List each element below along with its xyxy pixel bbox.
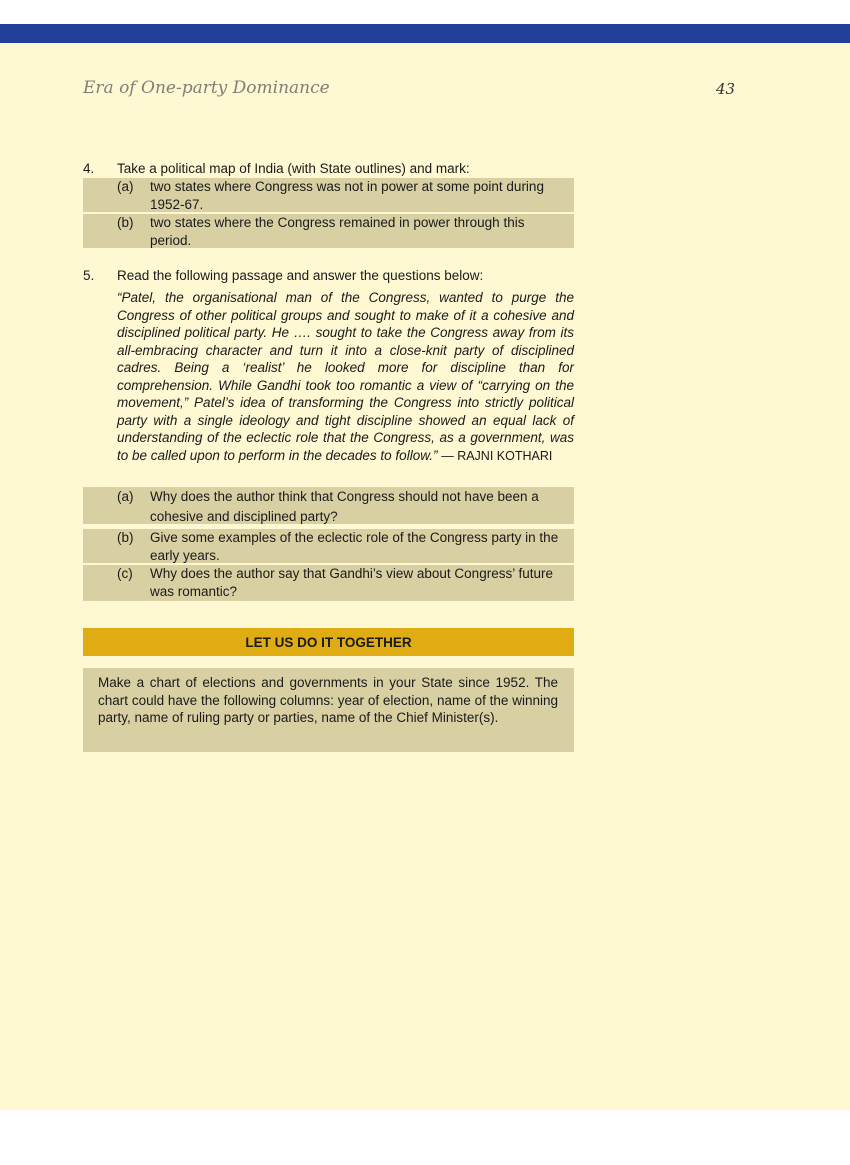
question-5-text: Read the following passage and answer the questions below: [117, 268, 484, 283]
option-text: Give some examples of the eclectic role of the Congress party in the early years. [150, 530, 559, 563]
option-label: (b) [117, 215, 134, 230]
activity-box [83, 668, 574, 752]
question-4-text: Take a political map of India (with State outlines) and mark: [117, 161, 470, 176]
activity-text: Make a chart of elections and governments in your State since 1952. The chart could have the following columns: year of election, name of the winning party, name of ruling party or parties, name of the Chief Minister(s). [98, 675, 558, 725]
quoted-passage [117, 289, 574, 465]
question-5-option-c [83, 565, 574, 601]
top-color-bar [0, 24, 850, 43]
option-text: Why does the author think that Congress should not have been a cohesive and disciplined party? [150, 489, 539, 524]
question-5-number: 5. [83, 268, 95, 283]
page-number: 43 [716, 80, 736, 98]
option-text: two states where the Congress remained in power through this period. [150, 215, 525, 248]
option-text: two states where Congress was not in power at some point during 1952-67. [150, 179, 544, 212]
option-label: (b) [117, 530, 134, 545]
activity-heading: LET US DO IT TOGETHER [83, 628, 574, 656]
option-label: (c) [117, 566, 133, 581]
question-5-option-b [83, 529, 574, 563]
passage-author: — RAJNI KOTHARI [441, 448, 553, 463]
page-bottom-margin [0, 1110, 850, 1165]
question-5-option-a [83, 487, 574, 524]
option-text: Why does the author say that Gandhi’s view about Congress’ future was romantic? [150, 566, 553, 599]
option-label: (a) [117, 179, 134, 194]
question-4-number: 4. [83, 161, 95, 176]
running-title: Era of One-party Dominance [83, 78, 330, 98]
question-4-option-a [83, 178, 574, 212]
option-label: (a) [117, 489, 134, 504]
question-4-option-b [83, 214, 574, 248]
passage-text: “Patel, the organisational man of the Congress, wanted to purge the Congress of other political groups and sought to make of it a cohesive and disciplined political party. He …. sought to take the Congress away from its all-embracing character and turn it into a close-knit party of disciplined cadres. Being a ‘realist’ he looked more for discipline than for comprehension. While Gandhi took too romantic a view of “carrying on the movement,” Patel’s idea of transforming the Congress into strictly political party with a single ideology and tight discipline showed an equal lack of understanding of the eclectic role that the Congress, as a government, was to be called upon to perform in the decades to follow.” [117, 290, 574, 463]
